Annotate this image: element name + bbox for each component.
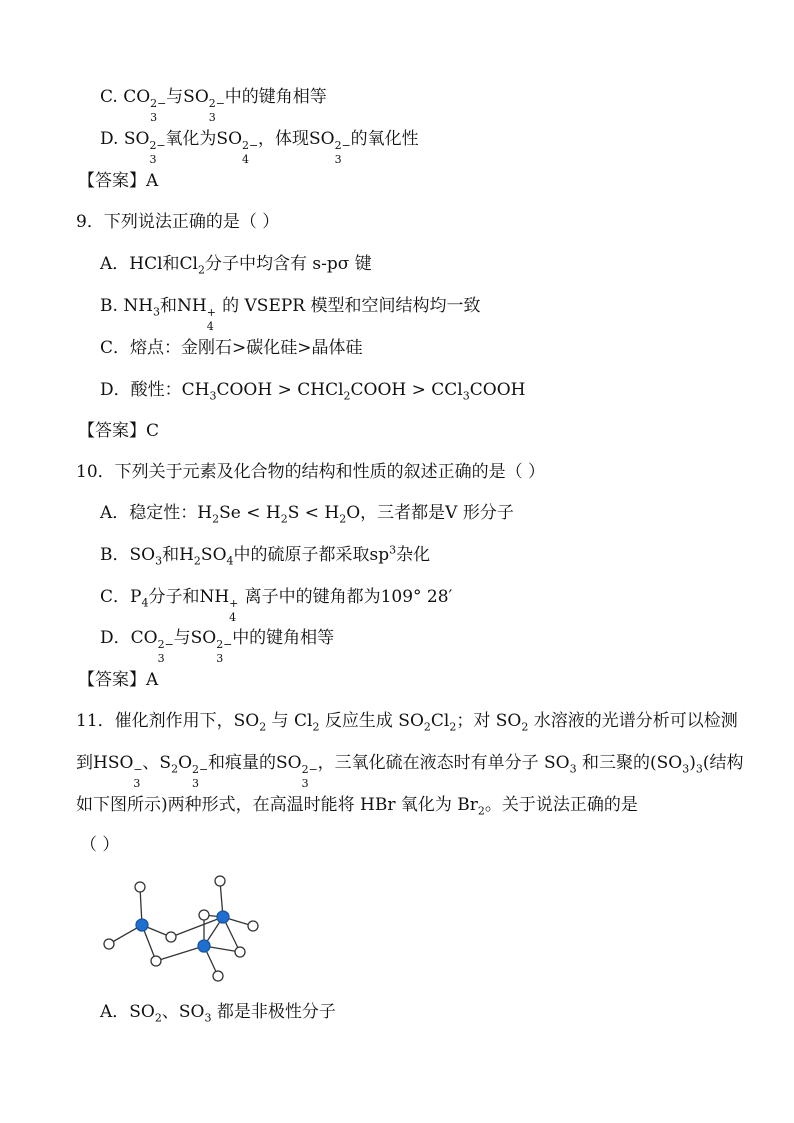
sulfur-atom — [136, 919, 148, 931]
oxygen-atom — [199, 910, 209, 920]
oxygen-atom — [215, 876, 225, 886]
oxygen-atom — [213, 971, 223, 981]
answer-8: 【答案】A — [78, 171, 159, 191]
oxygen-atom — [151, 956, 161, 966]
bond — [171, 917, 223, 937]
question-11-line-4: （ ） — [80, 835, 120, 855]
answer-9: 【答案】C — [78, 421, 160, 441]
question-11-line-2: 到HSO − 3 、$S_2O$ 2− 3 和痕量的SO 2− 3 ，三氧化硫在液态时有单分子 $SO_3$ 和三聚的$(SO_3)_3$(结构 — [76, 753, 744, 790]
oxygen-atom — [248, 921, 258, 931]
so3-trimer-structure — [100, 870, 270, 985]
q11-option-a: A．$SO_2$、$SO_3$ 都是非极性分子 — [100, 1002, 336, 1025]
oxygen-atom — [135, 882, 145, 892]
option-c-prev: C. CO 2− 3 与SO 2− 3 中的键角相等 — [100, 87, 327, 124]
q10-option-c: C．$P_4$分子和NH + 4 离子中的键角都为109° 28′ — [100, 587, 453, 624]
q10-option-a: A．稳定性：$H_2Se < H_2S < H_2O$，三者都是V 形分子 — [100, 503, 514, 526]
q9-option-d: D．酸性：$CH_3COOH$ > CHCl$_2$COOH > CCl$_3$COOH — [100, 380, 526, 403]
answer-10: 【答案】A — [78, 670, 159, 690]
sulfur-atom — [198, 940, 210, 952]
question-10: 10．下列关于元素及化合物的结构和性质的叙述正确的是（ ） — [76, 462, 546, 482]
question-9: 9．下列说法正确的是（ ） — [76, 212, 280, 232]
q10-option-d: D．CO 2− 3 与SO 2− 3 中的键角相等 — [100, 628, 335, 665]
oxygen-atom — [235, 947, 245, 957]
option-d-prev: D. SO 2− 3 氧化为SO 2− 4 ，体现SO 2− 3 的氧化性 — [100, 129, 419, 166]
q9-option-c: C．熔点：金刚石>碳化硅>晶体硅 — [100, 338, 363, 358]
oxygen-atom — [104, 939, 114, 949]
q9-option-a: A．HCl和$Cl_2$分子中均含有 s-pσ 键 — [100, 254, 372, 277]
q9-option-b: B. $NH_3$和NH + 4 的 VSEPR 模型和空间结构均一致 — [100, 296, 481, 333]
question-11-line-1: 11．催化剂作用下，$SO_2$ 与 $Cl_2$ 反应生成 $SO_2Cl_2$；对 $SO_2$ 水溶液的光谱分析可以检测 — [76, 711, 738, 734]
q10-option-b: B．$SO_3$和$H_2SO_4$中的硫原子都采取$sp^3$杂化 — [100, 543, 431, 568]
bond — [156, 946, 204, 961]
oxygen-atom — [166, 932, 176, 942]
sulfur-atom — [217, 911, 229, 923]
question-11-line-3: 如下图所示)两种形式，在高温时能将 HBr 氧化为 $Br_2$。关于说法正确的是 — [76, 795, 638, 818]
